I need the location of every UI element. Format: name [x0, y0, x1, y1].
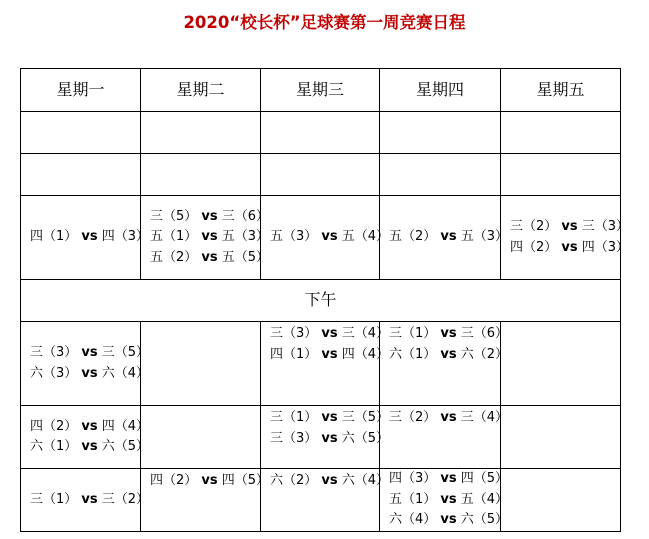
- match-team: 三（5）: [341, 410, 390, 425]
- match-team: 四（1）: [270, 346, 318, 362]
- match-vs: vs: [440, 512, 457, 528]
- match-entry: [389, 345, 509, 366]
- match-team: 五（3）: [460, 229, 509, 245]
- schedule-cell: [261, 469, 390, 532]
- match-team: 四（2）: [150, 473, 198, 488]
- match-team: 四（3）: [101, 229, 150, 245]
- match-team: 三（4）: [341, 326, 390, 341]
- schedule-row: [21, 406, 621, 469]
- schedule-cell: [380, 469, 509, 532]
- match-team: 五（4）: [460, 491, 509, 507]
- match-team: 六（4）: [389, 512, 437, 528]
- match-vs: vs: [81, 229, 98, 245]
- match-vs: vs: [81, 365, 98, 381]
- match-entry: [30, 227, 150, 248]
- match-team: 五（1）: [150, 229, 198, 245]
- match-vs: vs: [440, 491, 457, 507]
- schedule-cell: [380, 406, 509, 469]
- schedule-cell: [261, 112, 380, 154]
- match-team: 六（5）: [341, 430, 390, 446]
- match-entry: [270, 429, 390, 450]
- schedule-cell: [21, 469, 150, 532]
- afternoon-row: [21, 280, 621, 322]
- schedule-cell: [21, 406, 150, 469]
- match-entry: [389, 227, 509, 248]
- schedule-cell: [141, 322, 261, 406]
- match-team: 五（5）: [221, 249, 270, 265]
- match-team: 三（5）: [150, 208, 198, 224]
- match-team: 六（4）: [101, 365, 150, 381]
- match-entry: [510, 217, 630, 238]
- match-vs: vs: [440, 346, 457, 362]
- schedule-row: [21, 196, 621, 280]
- match-team: 六（1）: [389, 346, 437, 362]
- match-vs: vs: [321, 229, 338, 245]
- match-entry: [30, 490, 150, 511]
- match-team: 五（1）: [389, 491, 437, 507]
- match-team: 三（6）: [460, 326, 509, 341]
- weekday-header: 星期二: [141, 69, 261, 112]
- match-team: 六（5）: [460, 512, 509, 528]
- schedule-cell: [501, 112, 621, 154]
- schedule-cell: [261, 406, 390, 469]
- weekday-header: 星期一: [21, 69, 141, 112]
- schedule-row: [21, 322, 621, 406]
- match-vs: vs: [321, 326, 338, 341]
- match-team: 三（2）: [510, 219, 558, 234]
- schedule-cell: [141, 196, 270, 280]
- schedule-cell: [380, 112, 501, 154]
- match-vs: vs: [201, 208, 218, 224]
- schedule-row: [21, 112, 621, 154]
- match-team: 六（2）: [270, 473, 318, 488]
- match-team: 四（4）: [101, 418, 150, 434]
- match-entry: [510, 238, 630, 259]
- match-vs: vs: [201, 473, 218, 488]
- schedule-cell: [141, 154, 261, 196]
- schedule-cell: [141, 112, 261, 154]
- afternoon-label: 下午: [21, 280, 621, 322]
- match-entry: [150, 471, 270, 492]
- schedule-cell: [141, 406, 261, 469]
- schedule-cell: [501, 469, 621, 532]
- schedule-cell: [21, 196, 150, 280]
- match-vs: vs: [201, 249, 218, 265]
- match-team: 六（5）: [101, 439, 150, 454]
- match-entry: [389, 469, 509, 490]
- match-vs: vs: [321, 410, 338, 425]
- schedule-cell: [21, 322, 150, 406]
- match-team: 六（4）: [341, 473, 390, 488]
- schedule-cell: [141, 469, 270, 532]
- schedule-cell: [501, 406, 621, 469]
- match-team: 四（2）: [30, 418, 78, 434]
- match-entry: [150, 248, 270, 269]
- match-team: 三（2）: [101, 491, 150, 507]
- schedule-cell: [380, 196, 509, 280]
- match-vs: vs: [440, 410, 457, 425]
- match-team: 三（4）: [460, 410, 509, 425]
- match-team: 三（1）: [389, 326, 437, 341]
- match-entry: [270, 345, 390, 366]
- match-team: 六（3）: [30, 365, 78, 381]
- match-entry: [150, 227, 270, 248]
- schedule-cell: [261, 196, 390, 280]
- match-team: 三（5）: [101, 345, 150, 360]
- match-team: 四（1）: [30, 229, 78, 245]
- match-team: 三（3）: [30, 345, 78, 360]
- match-team: 五（4）: [341, 229, 390, 245]
- match-team: 三（1）: [270, 410, 318, 425]
- match-entry: [270, 471, 390, 492]
- match-team: 四（4）: [341, 346, 390, 362]
- match-team: 五（3）: [270, 229, 318, 245]
- schedule-cell: [261, 154, 380, 196]
- match-team: 三（2）: [389, 410, 437, 425]
- match-team: 三（3）: [270, 326, 318, 341]
- match-team: 六（2）: [460, 346, 509, 362]
- match-vs: vs: [440, 326, 457, 341]
- match-entry: [150, 207, 270, 228]
- match-team: 三（1）: [30, 491, 78, 507]
- match-team: 四（3）: [389, 471, 437, 487]
- match-entry: [270, 408, 390, 429]
- match-entry: [30, 343, 150, 364]
- schedule-cell: [21, 154, 141, 196]
- weekday-header: 星期五: [501, 69, 621, 112]
- match-vs: vs: [440, 471, 457, 487]
- match-vs: vs: [440, 229, 457, 245]
- match-vs: vs: [81, 418, 98, 434]
- match-team: 五（2）: [150, 249, 198, 265]
- schedule-cell: [501, 154, 621, 196]
- schedule-cell: [501, 196, 630, 280]
- match-vs: vs: [321, 346, 338, 362]
- match-entry: [389, 510, 509, 531]
- match-vs: vs: [81, 439, 98, 454]
- match-team: 四（2）: [510, 239, 558, 255]
- schedule-cell: [21, 112, 141, 154]
- match-vs: vs: [321, 430, 338, 446]
- match-entry: [270, 324, 390, 345]
- weekday-header: 星期三: [261, 69, 380, 112]
- match-vs: vs: [81, 345, 98, 360]
- schedule-cell: [380, 322, 509, 406]
- match-team: 五（3）: [221, 229, 270, 245]
- weekday-header: 星期四: [380, 69, 501, 112]
- match-entry: [30, 417, 150, 438]
- header-row: [21, 69, 621, 112]
- page-title: 2020“校长杯”足球赛第一周竞赛日程: [183, 13, 466, 32]
- match-entry: [270, 227, 390, 248]
- schedule-row: [21, 469, 621, 532]
- match-vs: vs: [561, 239, 578, 255]
- match-entry: [389, 408, 509, 429]
- schedule-cell: [501, 322, 621, 406]
- match-team: 三（3）: [270, 430, 318, 446]
- match-vs: vs: [321, 473, 338, 488]
- match-team: 三（6）: [221, 208, 270, 224]
- schedule-cell: [261, 322, 390, 406]
- match-entry: [389, 324, 509, 345]
- match-vs: vs: [201, 229, 218, 245]
- schedule-cell: [380, 154, 501, 196]
- match-team: 三（3）: [581, 219, 630, 234]
- match-team: 四（5）: [460, 471, 509, 487]
- schedule-table: [20, 68, 630, 532]
- match-team: 四（5）: [221, 473, 270, 488]
- match-entry: [30, 364, 150, 385]
- match-entry: [389, 490, 509, 511]
- schedule-row: [21, 154, 621, 196]
- match-vs: vs: [561, 219, 578, 234]
- match-vs: vs: [81, 491, 98, 507]
- match-team: 六（1）: [30, 439, 78, 454]
- match-team: 五（2）: [389, 229, 437, 245]
- match-team: 四（3）: [581, 239, 630, 255]
- match-entry: [30, 437, 150, 458]
